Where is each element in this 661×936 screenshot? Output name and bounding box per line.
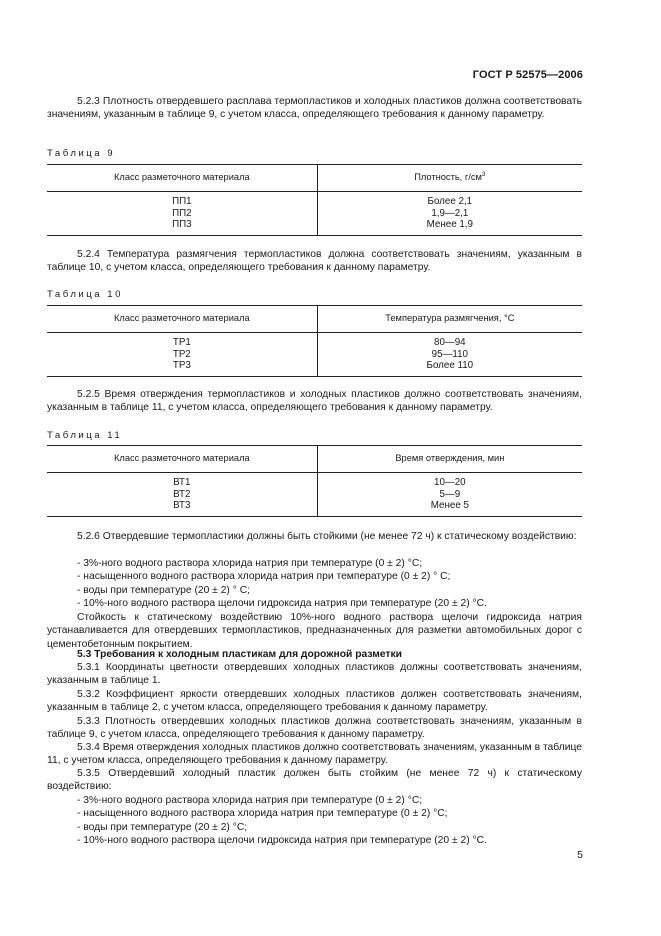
table-11-class-cell (47, 473, 317, 517)
paragraph-5-3-1: 5.3.1 Координаты цветности отвердевших холодных пластиков должны соответствовать значениям, указанным в таблице 1. (47, 662, 582, 687)
paragraph-5-2-6: 5.2.6 Отвердевшие термопластики должны быть стойкими (не менее 72 ч) к статическому воздействию: (77, 531, 577, 542)
table-row: Менее 5 (430, 500, 469, 511)
paragraph-5-2-3: 5.2.3 Плотность отвердевшего расплава термопластиков и холодных пластиков должна соответствовать значениям, указанным в таблице 9, с учетом класса, определяющего требования к данному параметру. (47, 96, 582, 121)
page-number: 5 (577, 849, 583, 861)
table-10-class-cell (47, 333, 317, 377)
table-row: ТР3 (172, 360, 191, 371)
paragraph-5-3-5: 5.3.5 Отвердевший холодный пластик должен быть стойким (не менее 72 ч) к статическому воздействию: (47, 768, 582, 793)
table-10 (47, 305, 582, 377)
table-10-header-temperature: Температура размягчения, °С (317, 306, 582, 333)
superscript: 3 (481, 171, 486, 179)
list-5-2-6 (47, 557, 582, 611)
table-9-value-cell (317, 192, 582, 236)
paragraph-5-3-4: 5.3.4 Время отверждения холодных пластиков должно соответствовать значениям, указанным в таблице 11, с учетом класса, определяющего требования к данному параметру. (47, 742, 582, 767)
table-row: 80—94 (434, 337, 466, 348)
paragraph-5-3-3: 5.3.3 Плотность отвердевших холодных пластиков должна соответствовать значениям, указанным в таблице 9, с учетом класса, определяющего требования к данному параметру. (47, 716, 582, 741)
table-row: ПП2 (172, 207, 192, 219)
document-header: ГОСТ Р 52575—2006 (472, 69, 583, 81)
table-9-caption: Таблица 9 (47, 148, 116, 159)
paragraph-resistance: Стойкость к статическому воздействию 10%-ного водного раствора щелочи гидроксида натрия устанавливается для отвердевших термопластиков, предназначенных для разметки автомобильных дорог с цементобетонным покрытием. (47, 612, 582, 650)
table-9-class-cell (47, 192, 317, 236)
list-item: - воды при температуре (20 ± 2) ° С; (77, 584, 250, 596)
list-5-3-5 (47, 794, 582, 848)
table-row: ТР2 (172, 348, 191, 360)
list-item: - 10%-ного водного раствора щелочи гидроксида натрия при температуре (20 ± 2) °С. (77, 835, 487, 847)
table-11-value-cell (317, 473, 582, 517)
table-row: Более 110 (426, 360, 474, 371)
table-11-caption: Таблица 11 (47, 430, 123, 441)
table-10-value-cell (317, 333, 582, 377)
table-row: Более 2,1 (427, 196, 473, 207)
table-row: 10—20 (434, 477, 466, 488)
table-row: 95—110 (431, 348, 468, 360)
table-11 (47, 445, 582, 517)
table-10-header-class: Класс разметочного материала (47, 306, 317, 333)
paragraph-5-2-5: 5.2.5 Время отверждения термопластиков и холодных пластиков должно соответствовать значениям, указанным в таблице 11, с учетом класса, определяющего требования к данному параметру. (47, 389, 582, 414)
paragraph-5-2-4: 5.2.4 Температура размягчения термопластиков должна соответствовать значениям, указанным в таблице 10, с учетом класса, определяющего требования к данному параметру. (47, 249, 582, 274)
table-row: ВТ3 (173, 500, 191, 511)
list-item: - насыщенного водного раствора хлорида натрия при температуре (0 ± 2) ° С; (77, 571, 451, 583)
table-11-header-class: Класс разметочного материала (47, 446, 317, 473)
table-10-caption: Таблица 10 (47, 289, 123, 300)
table-row: ТР1 (172, 337, 191, 348)
table-row: ПП1 (172, 196, 192, 207)
list-item: - 10%-ного водного раствора щелочи гидроксида натрия при температуре (20 ± 2) °С. (77, 598, 487, 610)
table-9-header-density: Плотность, $г/см^3$ (317, 165, 582, 192)
table-row: 5—9 (439, 488, 461, 500)
table-row: ВТ1 (173, 477, 191, 488)
table-9-header-class: Класс разметочного материала (47, 165, 317, 192)
list-item: - насыщенного водного раствора хлорида натрия при температуре (0 ± 2) °С; (77, 808, 448, 820)
table-row: ВТ2 (173, 488, 191, 500)
table-row: ПП3 (172, 219, 192, 230)
section-heading-5-3: 5.3 Требования к холодным пластикам для дорожной разметки (77, 649, 402, 660)
paragraph-5-3-2: 5.3.2 Коэффициент яркости отвердевших холодных пластиков должен соответствовать значениям, указанным в таблице 2, с учетом класса, определяющего требования к данному параметру. (47, 689, 582, 714)
table-11-header-time: Время отверждения, мин (317, 446, 582, 473)
table-9 (47, 164, 582, 236)
table-row: 1,9—2,1 (431, 207, 469, 219)
list-item: - воды при температуре (20 ± 2) °С; (77, 821, 248, 833)
table-row: Менее 1,9 (426, 219, 474, 230)
list-item: - 3%-ного водного раствора хлорида натрия при температуре (0 ± 2) °С; (77, 558, 423, 569)
list-item: - 3%-ного водного раствора хлорида натрия при температуре (0 ± 2) °С; (77, 795, 423, 806)
